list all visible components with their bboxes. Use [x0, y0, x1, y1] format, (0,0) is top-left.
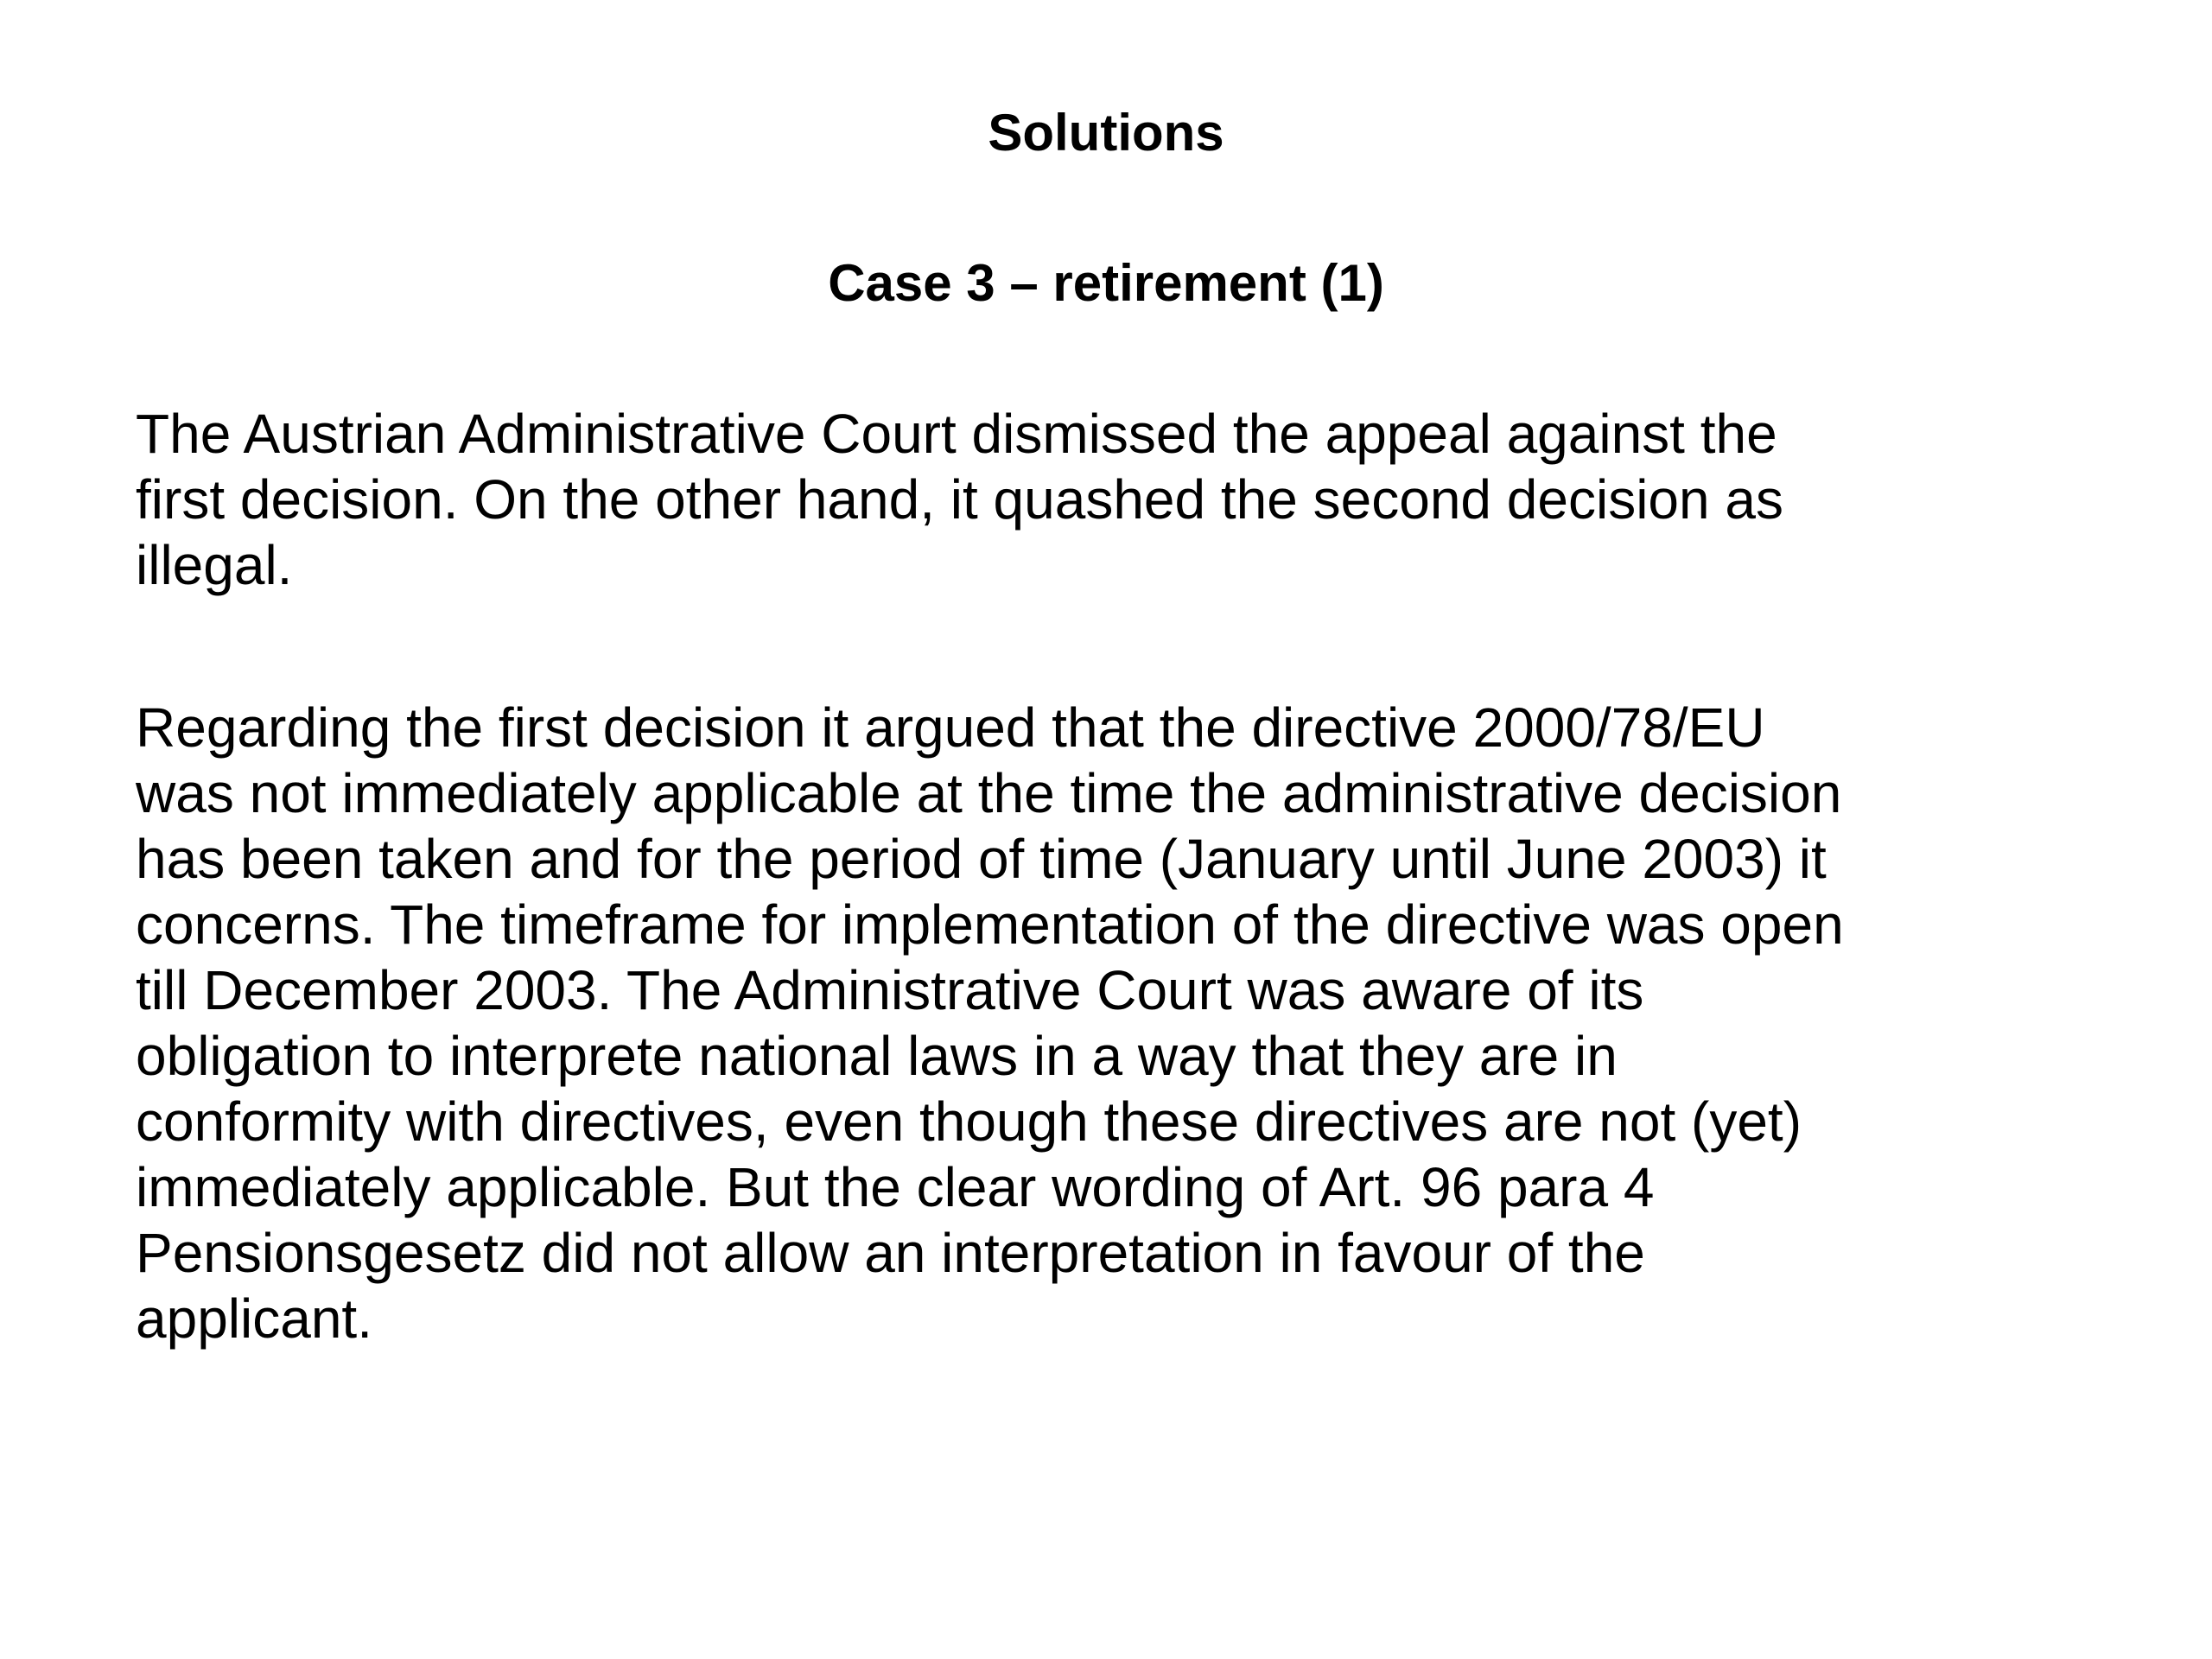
paragraph-line: concerns. The timeframe for implementation of the directive was open	[136, 893, 1844, 956]
paragraph-line: Pensionsgesetz did not allow an interpretation in favour of the	[136, 1222, 1645, 1284]
paragraph-line: Regarding the first decision it argued that the directive 2000/78/EU	[136, 696, 1765, 759]
paragraph-first-decision-reasoning	[136, 695, 2123, 1351]
paragraph-line: till December 2003. The Administrative Court was aware of its	[136, 959, 1644, 1021]
paragraph-line: has been taken and for the period of time (January until June 2003) it	[136, 828, 1827, 890]
paragraph-line: obligation to interprete national laws in a way that they are in	[136, 1025, 1618, 1087]
paragraph-line: immediately applicable. But the clear wording of Art. 96 para 4	[136, 1156, 1655, 1218]
paragraph-line: The Austrian Administrative Court dismissed the appeal against the	[136, 403, 1777, 465]
paragraph-court-decision	[136, 401, 2123, 598]
slide-title: Solutions	[988, 104, 1224, 162]
paragraph-line: was not immediately applicable at the time the administrative decision	[136, 762, 1842, 824]
paragraph-line: first decision. On the other hand, it quashed the second decision as	[136, 468, 1783, 531]
paragraph-line: illegal.	[136, 534, 293, 596]
paragraph-line: applicant.	[136, 1287, 372, 1350]
slide-subtitle: Case 3 – retirement (1)	[828, 254, 1384, 312]
paragraph-line: conformity with directives, even though these directives are not (yet)	[136, 1090, 1802, 1153]
